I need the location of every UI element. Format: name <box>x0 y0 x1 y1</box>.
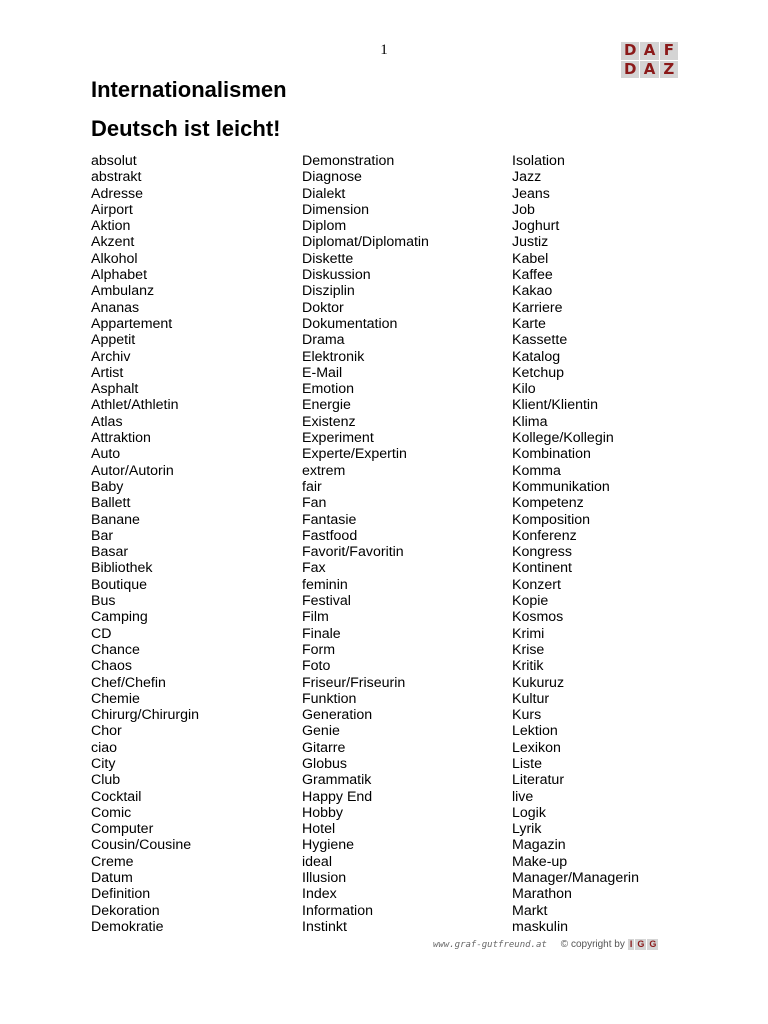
logo-letter: F <box>660 42 678 60</box>
word-item: Chance <box>91 641 140 658</box>
word-item: Krimi <box>512 625 545 642</box>
word-item: maskulin <box>512 918 568 935</box>
word-item: Diskette <box>302 250 354 267</box>
word-item: Genie <box>302 723 340 740</box>
word-item: Jeans <box>512 185 550 202</box>
word-item: absolut <box>91 153 137 169</box>
word-item: Kaffee <box>512 267 553 284</box>
word-item: Ananas <box>91 299 140 316</box>
word-item: extrem <box>302 462 346 479</box>
word-item: Happy End <box>302 788 373 805</box>
footer-url: www.graf-gutfreund.at <box>433 939 547 950</box>
logo-letter: A <box>640 61 658 79</box>
word-item: Auto <box>91 446 121 463</box>
word-item: Airport <box>91 201 133 218</box>
word-item: Kontinent <box>512 560 572 577</box>
word-item: Adresse <box>91 185 144 202</box>
word-item: Boutique <box>91 576 148 593</box>
word-item: Datum <box>91 870 133 887</box>
word-item: Attraktion <box>91 430 151 447</box>
word-item: Chaos <box>91 658 133 675</box>
word-item: Autor/Autorin <box>91 462 174 479</box>
word-item: Fax <box>302 560 326 577</box>
word-item: Basar <box>91 544 129 561</box>
word-item: Grammatik <box>302 772 372 789</box>
word-item: Diplomat/Diplomatin <box>302 234 429 251</box>
word-item: Dekoration <box>91 902 160 919</box>
word-item: Creme <box>91 853 134 870</box>
word-item: Katalog <box>512 348 561 365</box>
word-column-3 <box>512 153 639 935</box>
word-item: Joghurt <box>512 218 560 235</box>
word-item: Komposition <box>512 511 591 528</box>
word-item: Marathon <box>512 886 572 903</box>
igg-letter: G <box>649 939 657 949</box>
word-item: Appetit <box>91 332 136 349</box>
word-item: Chor <box>91 723 122 740</box>
word-item: Foto <box>302 658 331 675</box>
word-item: Dimension <box>302 201 370 218</box>
word-item: Gitarre <box>302 739 346 756</box>
word-item: Camping <box>91 609 148 626</box>
word-item: Kommunikation <box>512 478 610 495</box>
word-column-2 <box>302 153 429 935</box>
word-item: Diplom <box>302 218 347 235</box>
word-item: Ketchup <box>512 364 565 381</box>
word-item: Elektronik <box>302 348 365 365</box>
word-item: Archiv <box>91 348 131 365</box>
word-item: Jazz <box>512 169 542 186</box>
word-item: Appartement <box>91 315 173 332</box>
word-item: Konzert <box>512 576 561 593</box>
word-item: Computer <box>91 821 154 838</box>
word-item: Diagnose <box>302 169 362 186</box>
word-item: Logik <box>512 804 546 821</box>
word-item: Film <box>302 609 329 626</box>
word-item: Existenz <box>302 413 356 430</box>
word-item: Literatur <box>512 772 565 789</box>
word-item: Kabel <box>512 250 549 267</box>
word-item: Comic <box>91 804 132 821</box>
footer-copyright <box>561 939 659 950</box>
word-item: Aktion <box>91 218 131 235</box>
word-item: Karte <box>512 315 546 332</box>
word-item: Markt <box>512 902 548 919</box>
word-item: Bus <box>91 593 116 610</box>
word-item: Manager/Managerin <box>512 870 639 887</box>
word-item: Finale <box>302 625 341 642</box>
word-item: Akzent <box>91 234 135 251</box>
footer <box>433 939 658 950</box>
logo-letter: A <box>640 42 658 60</box>
word-item: Information <box>302 902 373 919</box>
word-item: Ballett <box>91 495 131 512</box>
word-item: Experte/Expertin <box>302 446 407 463</box>
word-item: Kurs <box>512 707 542 724</box>
word-item: Hobby <box>302 804 344 821</box>
word-item: ideal <box>302 853 332 870</box>
word-item: Chirurg/Chirurgin <box>91 707 200 724</box>
word-item: Hygiene <box>302 837 355 854</box>
word-item: Experiment <box>302 430 374 447</box>
word-item: Generation <box>302 707 373 724</box>
word-item: Club <box>91 772 121 789</box>
word-item: Isolation <box>512 153 565 169</box>
logo-letter: Z <box>660 61 678 79</box>
daf-daz-logo <box>621 42 678 78</box>
word-item: Lexikon <box>512 739 561 756</box>
word-item: Doktor <box>302 299 344 316</box>
page-title: Internationalismen <box>91 77 287 102</box>
word-item: Fantasie <box>302 511 357 528</box>
word-column-1 <box>91 153 199 935</box>
word-item: Instinkt <box>302 918 347 935</box>
word-item: Baby <box>91 478 124 495</box>
word-item: Kultur <box>512 690 550 707</box>
word-item: Kombination <box>512 446 591 463</box>
page-subtitle: Deutsch ist leicht! <box>91 116 281 141</box>
word-item: Dokumentation <box>302 315 398 332</box>
word-item: fair <box>302 478 322 495</box>
word-item: Banane <box>91 511 140 528</box>
word-item: Form <box>302 641 336 658</box>
word-item: Chemie <box>91 690 140 707</box>
word-item: Kosmos <box>512 609 564 626</box>
word-item: Demonstration <box>302 153 395 169</box>
word-item: Lyrik <box>512 821 542 838</box>
word-item: Klient/Klientin <box>512 397 598 414</box>
word-item: Ambulanz <box>91 283 155 300</box>
word-item: Krise <box>512 641 545 658</box>
word-item: Kakao <box>512 283 553 300</box>
word-item: abstrakt <box>91 169 142 186</box>
word-item: Friseur/Friseurin <box>302 674 406 691</box>
word-item: Atlas <box>91 413 123 430</box>
word-item: Magazin <box>512 837 566 854</box>
word-item: live <box>512 788 534 805</box>
copyright-text: © copyright by <box>560 939 625 950</box>
logo-letter: D <box>621 61 639 79</box>
word-item: Kassette <box>512 332 568 349</box>
igg-logo <box>628 939 659 950</box>
word-item: Kongress <box>512 544 572 561</box>
word-item: Drama <box>302 332 345 349</box>
word-item: Bibliothek <box>91 560 153 577</box>
word-item: Definition <box>91 886 151 903</box>
word-item: Konferenz <box>512 527 577 544</box>
word-item: Hotel <box>302 821 336 838</box>
word-item: Dialekt <box>302 185 346 202</box>
word-item: E-Mail <box>302 364 343 381</box>
word-item: Emotion <box>302 381 355 398</box>
word-item: City <box>91 755 116 772</box>
word-item: Energie <box>302 397 351 414</box>
word-item: Athlet/Athletin <box>91 397 179 414</box>
word-item: Kompetenz <box>512 495 584 512</box>
word-item: Illusion <box>302 870 347 887</box>
word-item: Kilo <box>512 381 536 398</box>
word-item: Klima <box>512 413 548 430</box>
word-item: Asphalt <box>91 381 139 398</box>
word-item: Favorit/Favoritin <box>302 544 404 561</box>
word-item: Bar <box>91 527 114 544</box>
word-item: CD <box>91 625 112 642</box>
word-item: Cousin/Cousine <box>91 837 192 854</box>
word-item: Karriere <box>512 299 563 316</box>
word-item: Alkohol <box>91 250 138 267</box>
word-item: Make-up <box>512 853 568 870</box>
word-item: Chef/Chefin <box>91 674 166 691</box>
word-item: Kukuruz <box>512 674 565 691</box>
word-item: Globus <box>302 755 347 772</box>
word-item: Demokratie <box>91 918 164 935</box>
word-item: Justiz <box>512 234 549 251</box>
word-item: Kritik <box>512 658 544 675</box>
word-item: Cocktail <box>91 788 142 805</box>
word-item: Lektion <box>512 723 558 740</box>
word-item: Disziplin <box>302 283 355 300</box>
word-item: feminin <box>302 576 348 593</box>
word-item: Festival <box>302 593 351 610</box>
word-item: Job <box>512 201 535 218</box>
word-item: Komma <box>512 462 561 479</box>
page-number: 1 <box>380 42 388 58</box>
word-item: Kopie <box>512 593 549 610</box>
word-item: Kollege/Kollegin <box>512 430 614 447</box>
igg-letter: G <box>637 939 645 949</box>
word-item: Fan <box>302 495 327 512</box>
word-item: Index <box>302 886 337 903</box>
logo-letter: D <box>621 42 639 60</box>
word-item: ciao <box>91 739 118 756</box>
word-item: Liste <box>512 755 542 772</box>
word-item: Artist <box>91 364 124 381</box>
word-item: Fastfood <box>302 527 358 544</box>
word-item: Alphabet <box>91 267 148 284</box>
word-item: Diskussion <box>302 267 371 284</box>
word-item: Funktion <box>302 690 357 707</box>
igg-letter: I <box>629 939 633 949</box>
